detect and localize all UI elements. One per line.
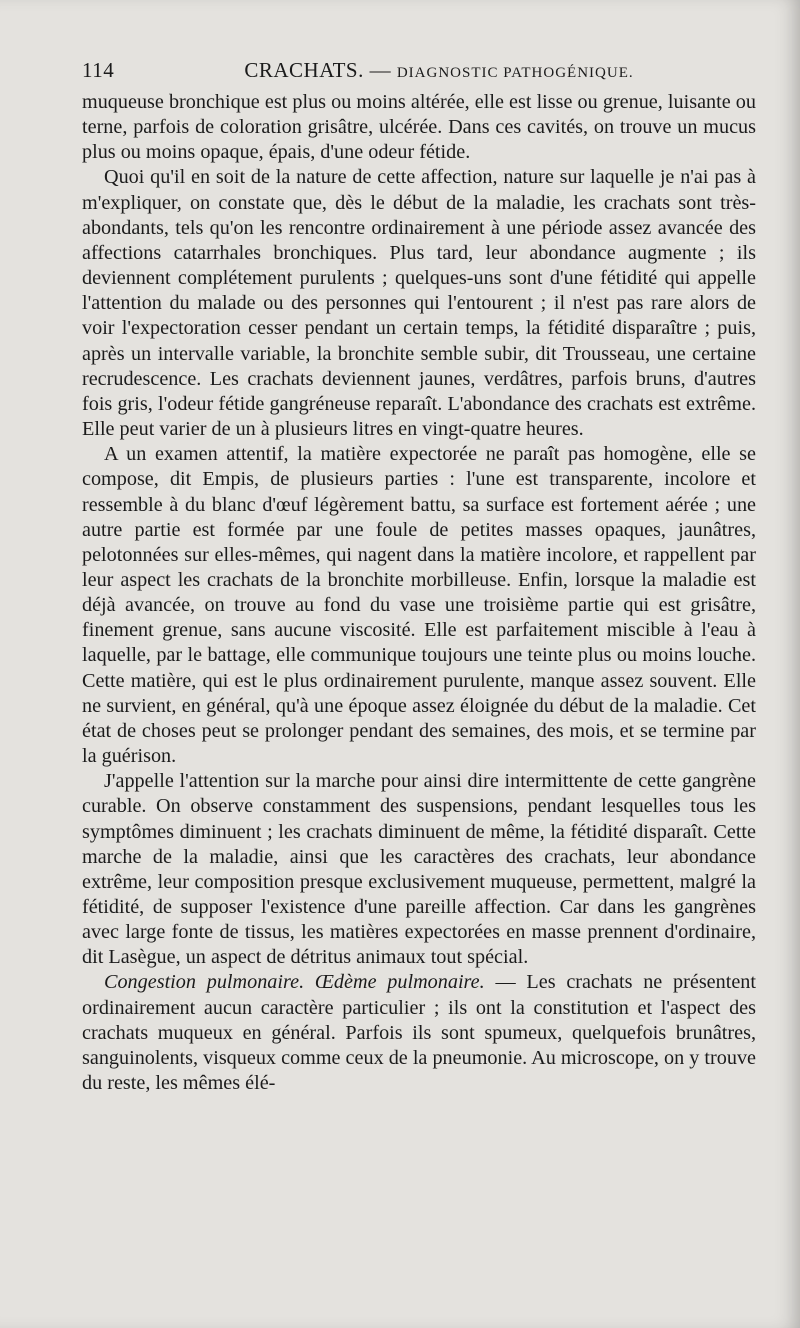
paragraph-5 [82, 970, 756, 1096]
body-text [82, 90, 756, 1096]
running-title [82, 52, 756, 91]
paragraph-4: J'appelle l'attention sur la marche pour ainsi dire intermittente de cette gangrène curable. On observe constamment des suspensions, pendant lesquelles tous les symptômes diminuent ; les crachats diminuent de même, la fétidité disparaît. Cette marche de la maladie, ainsi que les caractères des crachats, leur abondance extrême, leur composition presque exclusivement muqueuse, permettent, malgré la fétidité, de supposer l'existence d'une pareille affection. Car dans les gangrènes avec large fonte de tissus, les matières expectorées en masse prennent d'ordinaire, dit Lasègue, un aspect de détritus animaux tout spécial. [82, 770, 756, 969]
running-head [82, 52, 756, 88]
running-title-main: CRACHATS. [244, 58, 364, 82]
paragraph-1: muqueuse bronchique est plus ou moins altérée, elle est lisse ou grenue, luisante ou terne, parfois de coloration grisâtre, ulcérée. Dans ces cavités, on trouve un mucus plus ou moins opaque, épais, d'une odeur fétide. [82, 91, 756, 164]
running-title-sub: DIAGNOSTIC PATHOGÉNIQUE. [396, 65, 634, 81]
section-heading: Congestion pulmonaire. Œdème pulmonaire. [104, 971, 485, 994]
paragraph-3: A un examen attentif, la matière expectorée ne paraît pas homogène, elle se compose, dit Empis, de plusieurs parties : l'une est transparente, incolore et ressemble à du blanc d'œuf légèrement battu, sa surface est fortement aérée ; une autre partie est formée par une foule de petites masses opaques, jaunâtres, pelotonnées sur elles-mêmes, qui nagent dans la matière incolore, et rappellent par leur aspect les crachats de la bronchite morbilleuse. Enfin, lorsque la maladie est déjà avancée, on trouve au fond du vase une troisième partie qui est grisâtre, finement grenue, sans aucune viscosité. Elle est parfaitement miscible à l'eau à laquelle, par le battage, elle communique toujours une teinte plus ou moins louche. Cette matière, qui est le plus ordinairement purulente, manque assez souvent. Elle ne survient, en général, qu'à une époque assez éloignée du début de la maladie. Cet état de choses peut se prolonger pendant des semaines, des mois, et se termine par la guérison. [82, 443, 756, 768]
page-number: 114 [82, 58, 115, 82]
section-text: — Les crachats ne présentent ordinairement aucun caractère particulier ; ils ont la constitution et l'aspect des crachats muqueux en général. Parfois ils sont spumeux, quelquefois brunâtres, sanguinolents, visqueux comme ceux de la pneumonie. Au microscope, on y trouve du reste, les mêmes élé- [82, 971, 756, 1095]
running-title-separator: — [369, 58, 392, 82]
paragraph-2: Quoi qu'il en soit de la nature de cette affection, nature sur laquelle je n'ai pas à m'expliquer, on constate que, dès le début de la maladie, les crachats sont très-abondants, tels qu'on les rencontre ordinairement à une période assez avancée des affections catarrhales bronchiques. Plus tard, leur abondance augmente ; ils deviennent complétement purulents ; quelques-uns sont d'une fétidité qui appelle l'attention du malade ou des personnes qui l'entourent ; il n'est pas rare alors de voir l'expectoration cesser pendant un certain temps, la fétidité disparaître ; puis, après un intervalle variable, la bronchite semble subir, dit Trousseau, une certaine recrudescence. Les crachats deviennent jaunes, verdâtres, parfois bruns, d'autres fois gris, l'odeur fétide gangréneuse reparaît. L'abondance des crachats est extrême. Elle peut varier de un à plusieurs litres en vingt-quatre heures. [82, 166, 756, 441]
